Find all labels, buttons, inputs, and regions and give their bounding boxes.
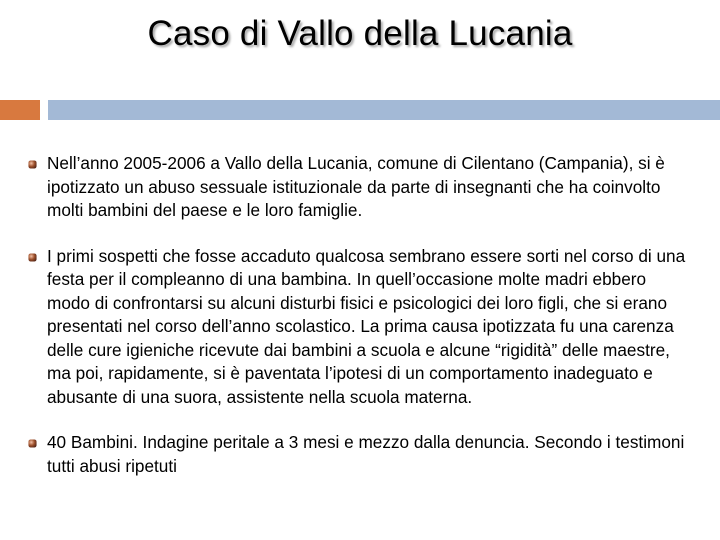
bullet-text: 40 Bambini. Indagine peritale a 3 mesi e mezzo dalla denuncia. Secondo i testimoni tutti abusi ripetuti: [47, 432, 685, 476]
bullet-text: Nell’anno 2005-2006 a Vallo della Lucania, comune di Cilentano (Campania), si è ipotizzato un abuso sessuale istituzionale da parte di insegnanti che ha coinvolto molti bambini del paese e le loro famiglie.: [47, 153, 665, 220]
bullet-list: [28, 152, 688, 500]
accent-bar: [0, 100, 40, 120]
bullet-item: [28, 152, 688, 223]
bullet-icon: [28, 160, 37, 169]
bullet-icon: [28, 253, 37, 262]
slide-title: Caso di Vallo della Lucania: [147, 14, 573, 53]
bullet-item: [28, 245, 688, 410]
bullet-item: [28, 431, 688, 478]
bullet-text: I primi sospetti che fosse accaduto qualcosa sembrano essere sorti nel corso di una festa per il compleanno di una bambina. In quell’occasione molte madri ebbero modo di confrontarsi su alcuni disturbi fisici e psicologici dei loro figli, che si erano presentati nel corso dell’anno scolastico. La prima causa ipotizzata fu una carenza delle cure igieniche ricevute dai bambini a scuola e alcune “rigidità” delle maestre, ma poi, rapidamente, si è paventata l’ipotesi di un comportamento inadeguato e abusante di una suora, assistente nella scuola materna.: [47, 245, 686, 407]
bullet-icon: [28, 439, 37, 448]
header-divider-bar: [48, 100, 720, 120]
